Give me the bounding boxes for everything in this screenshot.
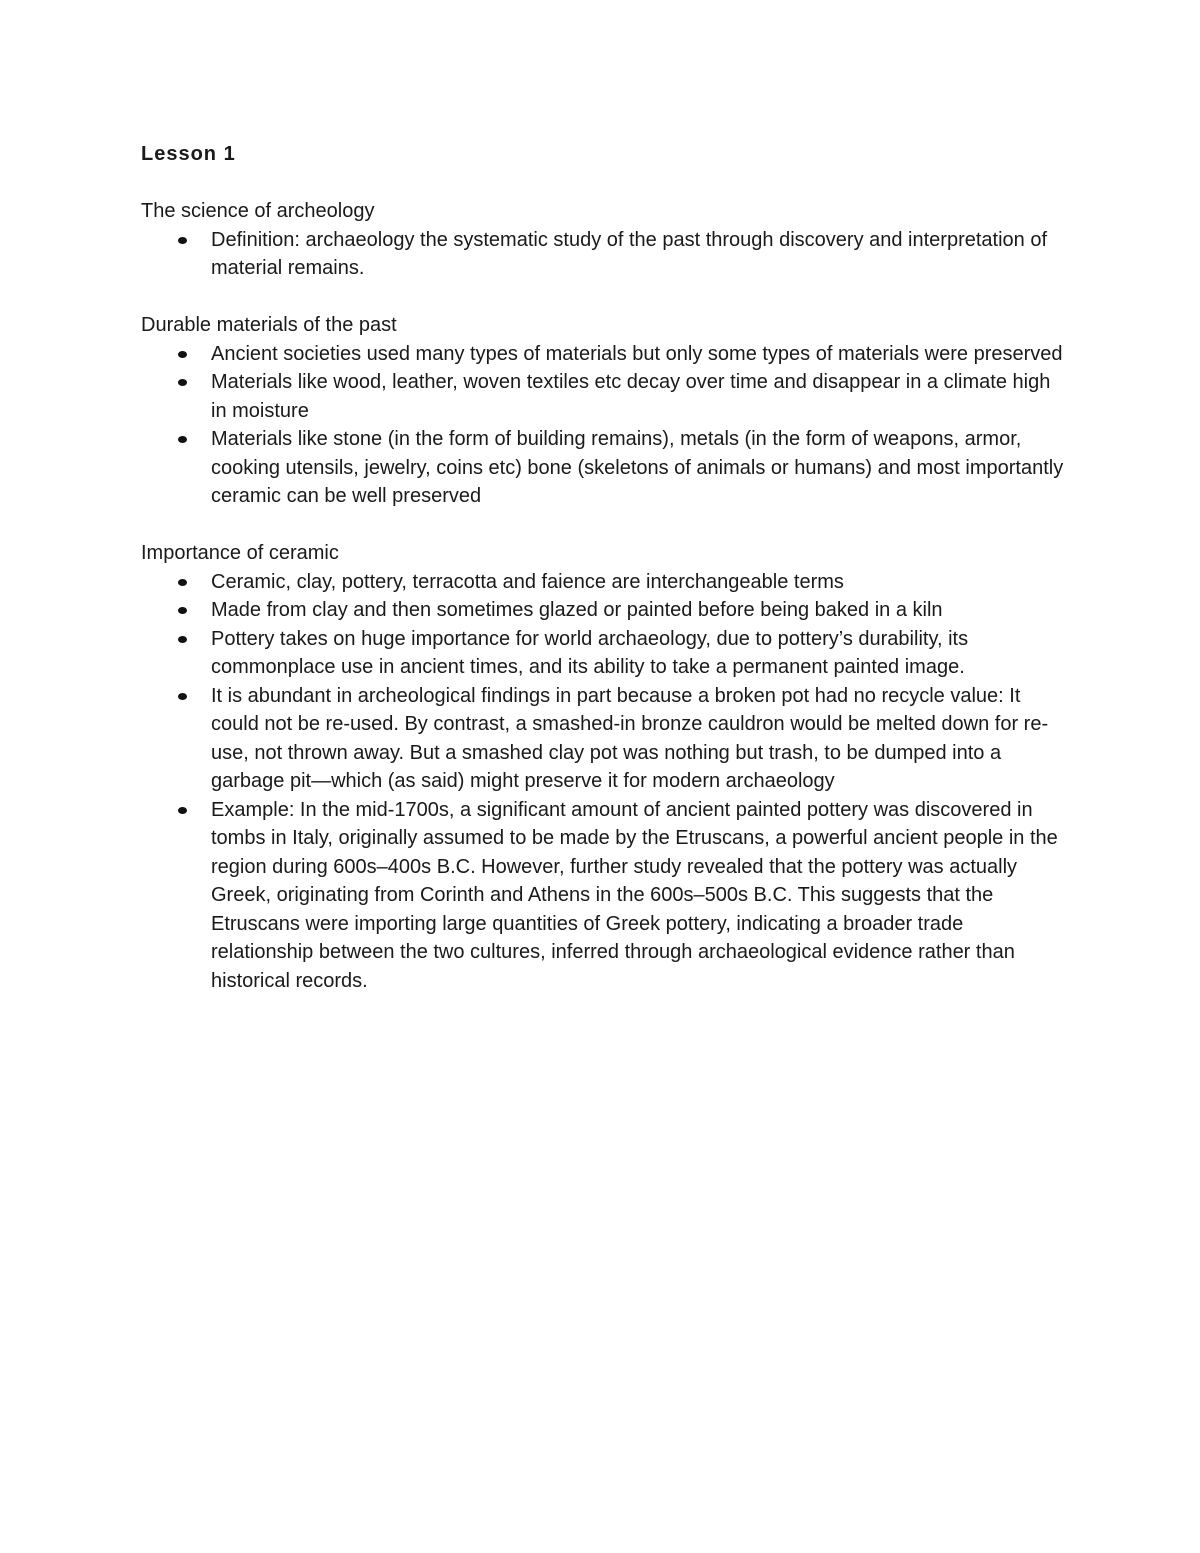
bullet-item (141, 425, 1071, 511)
bullet-item (141, 796, 1071, 996)
bullet-text: Materials like stone (in the form of building remains), metals (in the form of weapons, armor, cooking utensils, jewelry, coins etc) bone (skeletons of animals or humans) and most importantly ceramic can be well preserved (211, 428, 1064, 507)
bullet-item (141, 568, 1071, 597)
bullet-item (141, 596, 1071, 625)
bullet-text: Ancient societies used many types of materials but only some types of materials were preserved (211, 342, 1063, 365)
bullet-text: It is abundant in archeological findings in part because a broken pot had no recycle value: It could not be re-used. By contrast, a smashed-in bronze cauldron would be melted down for re-use, not thrown away. But a smashed clay pot was nothing but trash, to be dumped into a garbage pit—which (as said) might preserve it for modern archaeology (211, 684, 1049, 792)
bullet-text: Definition: archaeology the systematic study of the past through discovery and interpretation of material remains. (211, 228, 1048, 279)
bullet-dot-icon (178, 579, 187, 586)
bullet-item (141, 226, 1071, 283)
bullet-dot-icon (178, 436, 187, 443)
bullet-text: Made from clay and then sometimes glazed or painted before being baked in a kiln (211, 599, 943, 621)
bullet-text: Ceramic, clay, pottery, terracotta and faience are interchangeable terms (211, 570, 844, 593)
bullet-item (141, 682, 1071, 796)
bullet-text: Example: In the mid-1700s, a significant amount of ancient painted pottery was discovered in tombs in Italy, originally assumed to be made by the Etruscans, a powerful ancient people in the region during 600s–400s B.C. However, further study revealed that the pottery was actually Greek, originating from Corinth and Athens in the 600s–500s B.C. This suggests that the Etruscans were importing large quantities of Greek pottery, indicating a broader trade relationship between the two cultures, inferred through archaeological evidence rather than historical records. (211, 798, 1058, 992)
bullet-list (141, 226, 1071, 283)
document-page (141, 140, 1071, 1024)
bullet-dot-icon (178, 636, 187, 643)
lesson-title: Lesson 1 (141, 143, 236, 165)
bullet-dot-icon (178, 693, 187, 700)
bullet-item (141, 625, 1071, 682)
bullet-dot-icon (178, 351, 187, 358)
section-heading: The science of archeology (141, 200, 375, 222)
bullet-text: Materials like wood, leather, woven textiles etc decay over time and disappear in a climate high in moisture (211, 371, 1051, 422)
bullet-dot-icon (178, 237, 187, 244)
section-durable-materials (141, 311, 1071, 511)
bullet-list (141, 568, 1071, 996)
section-heading: Durable materials of the past (141, 314, 397, 336)
bullet-text: Pottery takes on huge importance for world archaeology, due to pottery’s durability, its commonplace use in ancient times, and its ability to take a permanent painted image. (211, 627, 969, 678)
bullet-list (141, 340, 1071, 511)
section-importance-of-ceramic (141, 539, 1071, 995)
section-heading: Importance of ceramic (141, 542, 339, 564)
bullet-dot-icon (178, 607, 187, 614)
section-science-of-archeology (141, 197, 1071, 283)
bullet-dot-icon (178, 379, 187, 386)
bullet-item (141, 340, 1071, 369)
bullet-item (141, 368, 1071, 425)
bullet-dot-icon (178, 807, 187, 814)
